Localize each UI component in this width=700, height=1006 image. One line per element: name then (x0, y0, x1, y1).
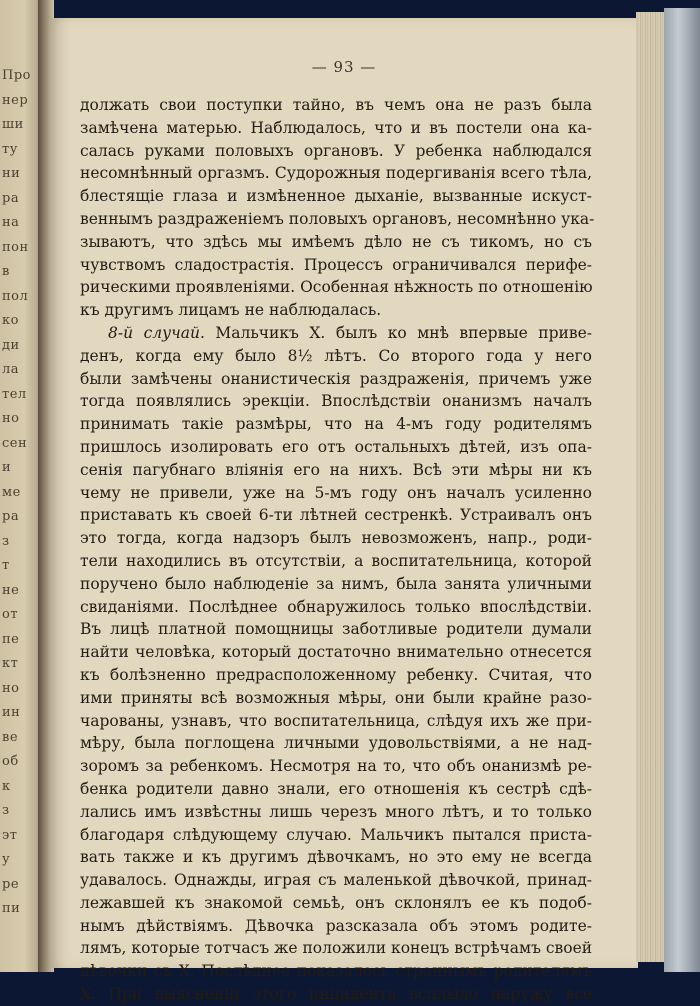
text-line: найти человѣка, который достаточно внимательно отнесется (80, 643, 592, 662)
left-page-fragment: у (2, 852, 11, 867)
left-page-fragment: но (2, 411, 20, 426)
left-page-fragment: пон (2, 239, 29, 255)
text-line: салась руками половыхъ органовъ. У ребенка наблюдался (80, 141, 592, 160)
left-page-fragment: ре (2, 876, 20, 892)
left-page-fragment: не (2, 582, 20, 598)
page-text-body (80, 94, 595, 1006)
left-page-fragment: к (2, 778, 11, 794)
left-page-fragment: пи (2, 901, 21, 916)
left-page-fragment: пе (2, 631, 20, 647)
left-page-fragment: но (2, 680, 20, 696)
left-page-fragment: з (2, 803, 10, 818)
text-line: веннымъ раздраженіемъ половыхъ органовъ, несомнѣнно ука- (80, 209, 595, 228)
left-page-fragment: в (2, 264, 10, 279)
text-line: сенія пагубнаго вліянія его на нихъ. Всѣ эти мѣры ни къ (80, 460, 592, 479)
left-page-fragment: ра (2, 509, 20, 524)
left-page-fragment: ту (2, 141, 18, 157)
text-line: свиданіями. Послѣднее обнаружилось только впослѣдствіи. (80, 597, 592, 616)
text-line: дѣвочки съ Х. Послѣднее показалось страннымъ родителямъ (80, 962, 592, 981)
page-stack-edge (636, 12, 666, 962)
text-line: къ болѣзненно предрасположенному ребенку. Считая, что (80, 665, 592, 684)
text-line: рическими проявленіями. Особенная нѣжность по отношенію (80, 278, 593, 297)
text-line: зываютъ, что здѣсь мы имѣемъ дѣло не съ тикомъ, но съ (80, 232, 592, 251)
left-page-fragment: ни (2, 166, 21, 181)
left-page-fragment: нер (2, 92, 29, 108)
left-page-fragment: кт (2, 656, 19, 671)
text-line: денъ, когда ему было 8½ лѣтъ. Со второго года у него (80, 346, 592, 365)
text-line: удавалось. Однажды, играя съ маленькой дѣвочкой, принад- (80, 871, 592, 890)
text-line: должать свои поступки тайно, въ чемъ она не разъ была (80, 96, 592, 114)
text-line: поручено было наблюденіе за нимъ, была занята уличными (80, 574, 592, 593)
text-line: были замѣчены онанистическія раздраженія, причемъ уже (80, 369, 592, 388)
text-line: тели находились въ отсутствіи, а воспитательница, которой (80, 551, 592, 570)
left-page-fragment: ди (2, 337, 20, 353)
left-page-fragment: ве (2, 729, 19, 745)
text-line: мѣру, была поглощена личными удовольствіями, а не над- (80, 734, 592, 753)
text-line: благодаря слѣдующему случаю. Мальчикъ пытался приста- (80, 825, 592, 844)
book-page (50, 18, 638, 1004)
left-page-fragment: з (2, 533, 10, 549)
book-cover-edge (664, 8, 700, 972)
text-line: тогда появлялись эрекціи. Впослѣдствіи онанизмъ началъ (80, 392, 592, 411)
left-page-fragment: тел (2, 386, 27, 402)
left-page-fragment: пол (2, 288, 29, 304)
left-page-fragment: Про (2, 68, 31, 83)
left-page-fragment: эт (2, 827, 18, 843)
left-page-fragment: ши (2, 117, 24, 132)
text-line: вать также и къ другимъ дѣвочкамъ, но это ему не всегда (80, 848, 592, 867)
text-line: нымъ дѣйствіямъ. Дѣвочка разсказала объ этомъ родите- (80, 916, 592, 935)
text-line: замѣчена матерью. Наблюдалось, что и въ постели она ка- (80, 118, 592, 137)
text-line: къ другимъ лицамъ не наблюдалась. (80, 301, 382, 320)
left-page-fragment: на (2, 215, 20, 230)
text-line: Въ лицѣ платной помощницы заботливые родители думали (80, 620, 592, 639)
text-line: Х. При выясненіи этого инцидента всплыло наружу все (80, 985, 592, 1004)
left-page-fragment: ра (2, 190, 20, 206)
text-line: это тогда, когда надзоръ былъ невозможенъ, напр., роди- (80, 529, 592, 548)
text-line: чувствомъ сладострастія. Процессъ ограничивался перифе- (80, 255, 592, 274)
left-page-fragment: и (2, 460, 12, 475)
left-page-fragment: сен (2, 435, 28, 451)
text-line: лежавшей къ знакомой семьѣ, онъ склонялъ ее къ подоб- (80, 893, 592, 912)
text-line: лямъ, которые тотчасъ же положили конецъ встрѣчамъ своей (80, 939, 593, 958)
text-line: лались имъ извѣстны лишь черезъ много лѣтъ, и то только (80, 802, 592, 821)
text-line: блестящіе глаза и измѣненное дыханіе, вызванные искуст- (80, 187, 592, 206)
left-page-fragment: ла (2, 362, 20, 377)
text-line: пришлось изолировать его отъ остальныхъ дѣтей, изъ опа- (80, 437, 592, 456)
left-page-fragment: ко (2, 313, 19, 328)
text-line: чему не привели, уже на 5-мъ году онъ началъ усиленно (80, 483, 592, 502)
left-page-fragment: об (2, 754, 19, 769)
text-line: ими приняты всѣ возможныя мѣры, они были крайне разо- (80, 688, 592, 707)
text-line: зоромъ за ребенкомъ. Несмотря на то, что объ онанизмѣ ре- (80, 757, 592, 776)
text-line: бенка родители давно знали, его отношенія къ сестрѣ сдѣ- (80, 779, 592, 798)
text-line: приставать къ своей 6-ти лѣтней сестренкѣ. Устраивалъ онъ (80, 506, 592, 525)
text-line: чарованы, узнавъ, что воспитательница, слѣдуя ихъ же при- (80, 711, 592, 730)
text-line: принимать такіе размѣры, что на 4-мъ году родителямъ (80, 415, 592, 434)
text-line: несомнѣнный оргазмъ. Судорожныя подергиванія всего тѣла, (80, 164, 592, 183)
left-page-fragment: т (2, 558, 10, 573)
left-page-fragment: ин (2, 705, 21, 720)
text-line: 8-й случай. Мальчикъ Х. былъ ко мнѣ впервые приве- (108, 323, 593, 342)
left-page-fragment: ме (2, 484, 21, 500)
left-page-fragment: от (2, 607, 19, 622)
page-number: — 93 — (311, 58, 377, 76)
